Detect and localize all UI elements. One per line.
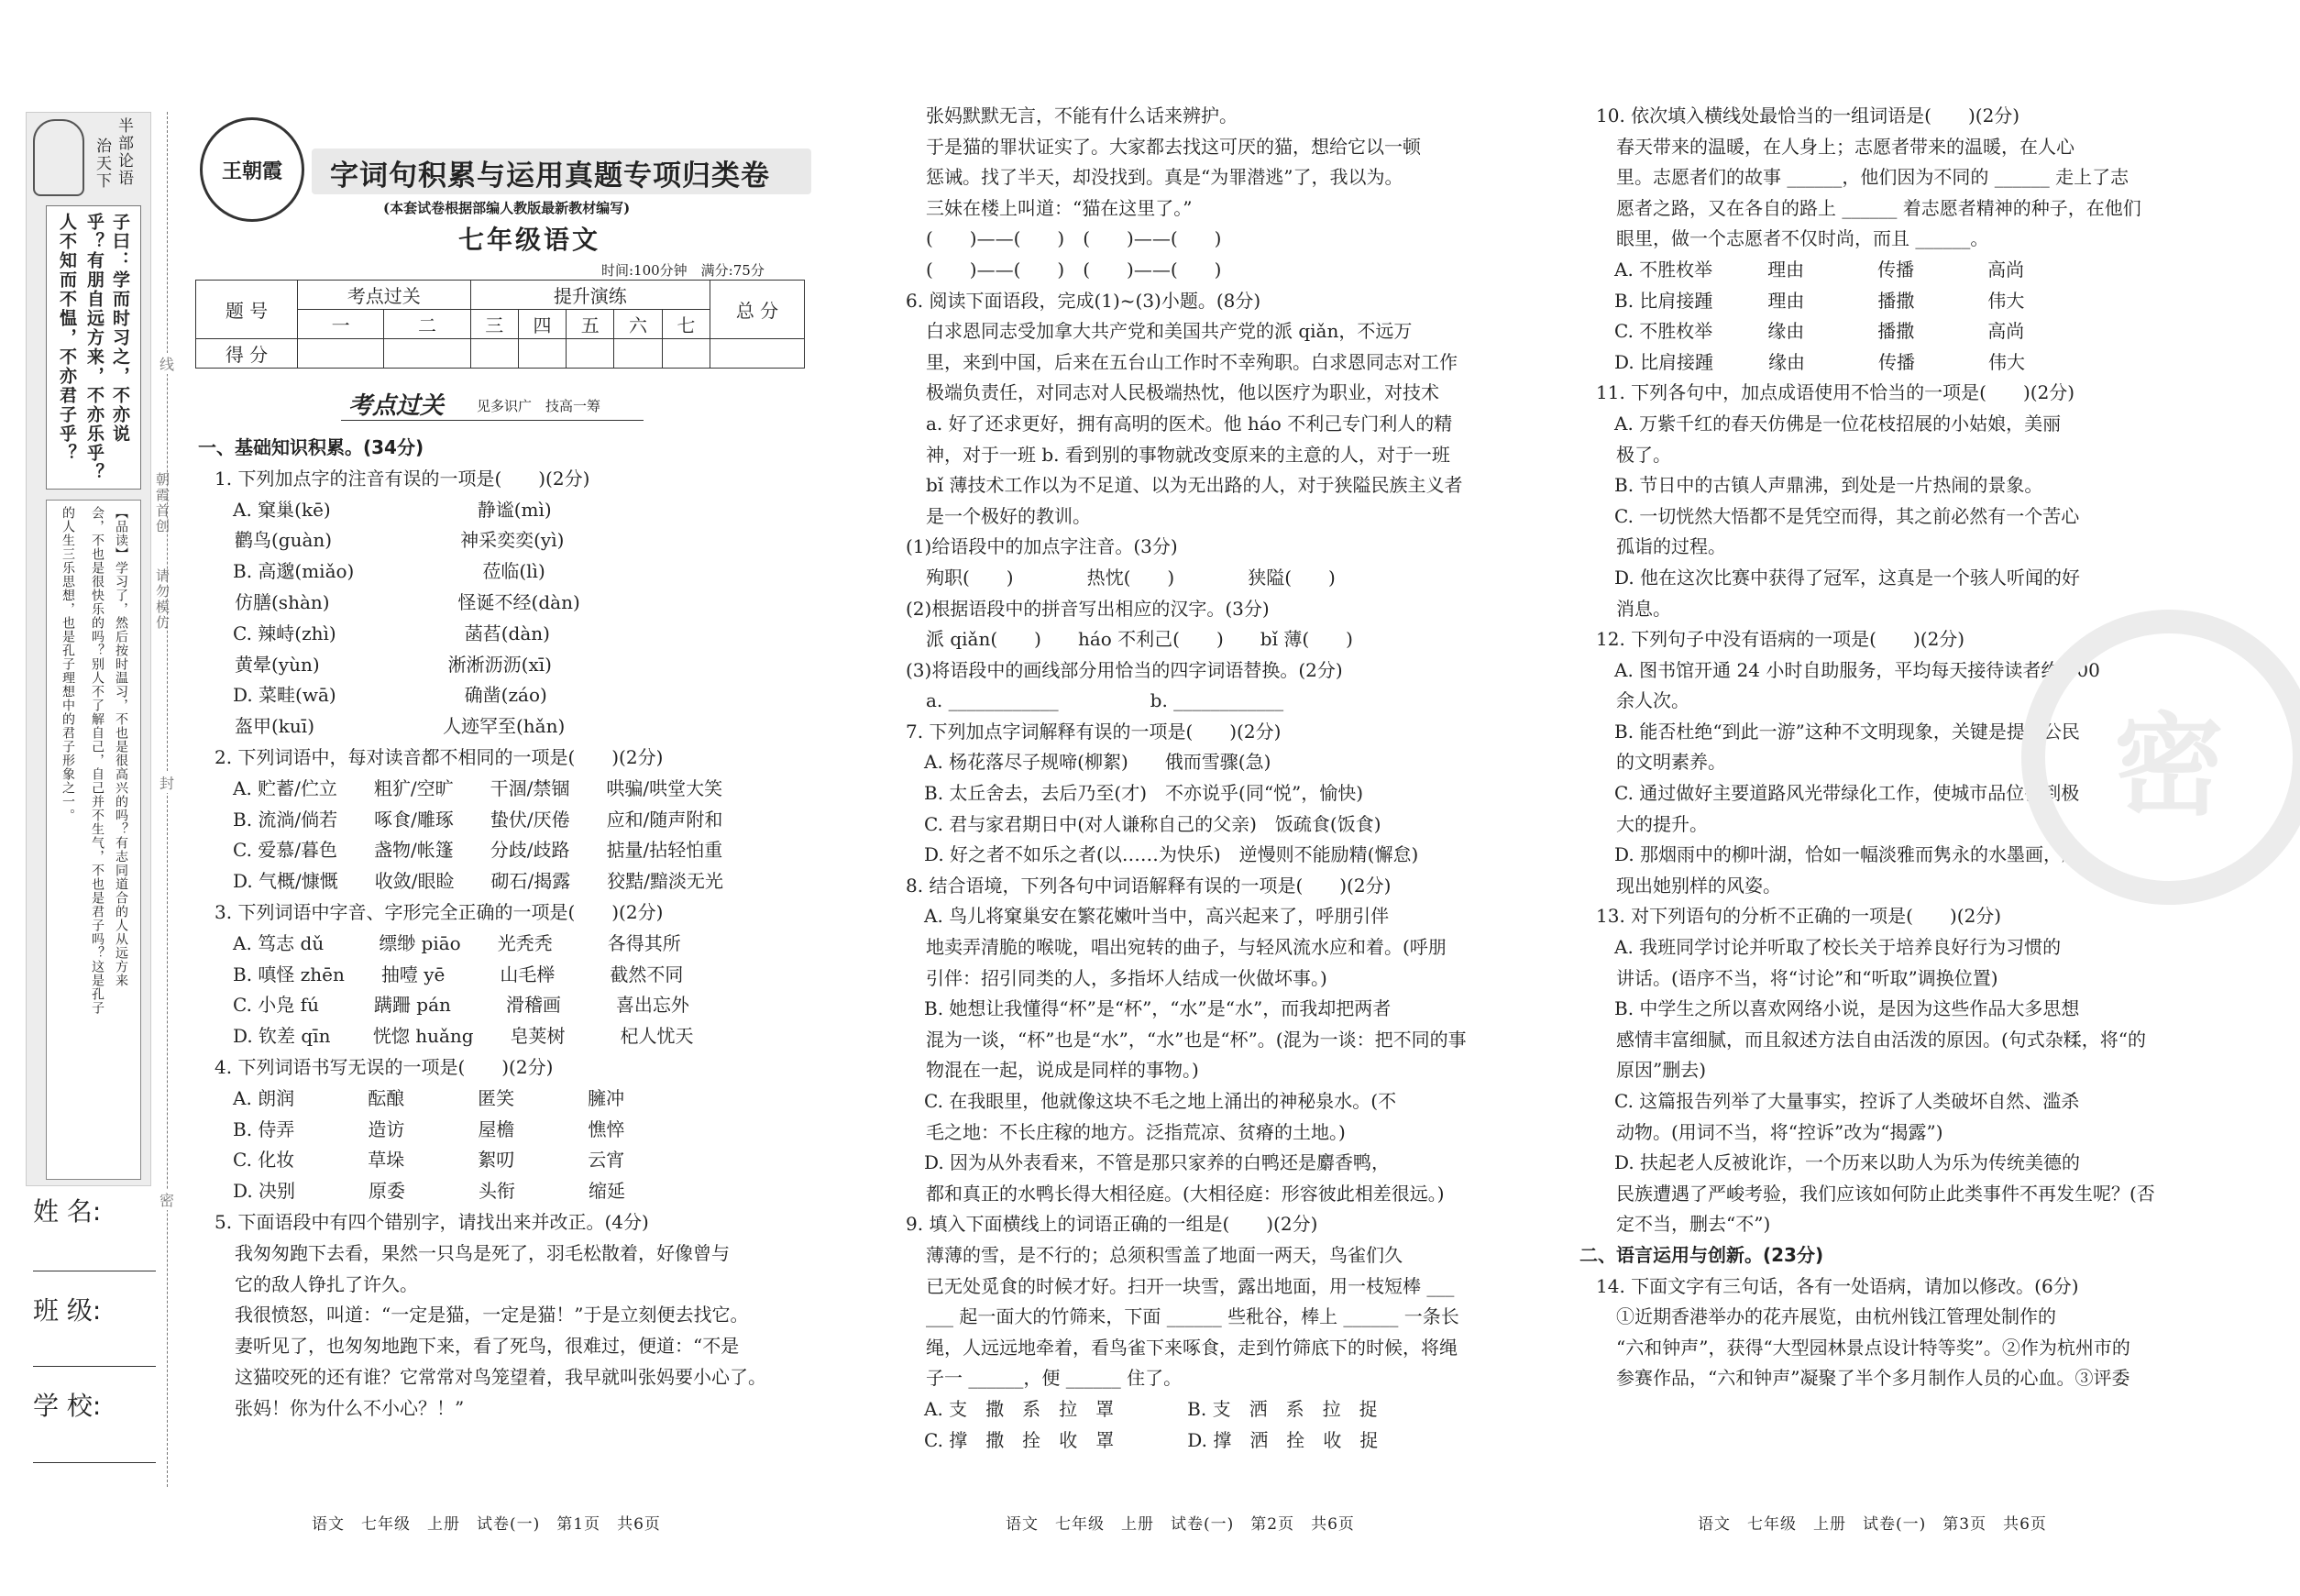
text-line: A. 鸟儿将窠巢安在繁花嫩叶当中，高兴起来了，呼朋引伴 <box>924 905 1390 928</box>
text-line: D. 气概/慷慨 收敛/眼睑 砌石/揭露 狡黠/黯淡无光 <box>233 870 723 893</box>
text-line: 讲话。(语序不当，将“讨论”和“听取”调换位置) <box>1616 966 1998 989</box>
text-line: 神，对于一班 b. 看到别的事物就改变原来的主意的人，对于一班 <box>926 443 1450 466</box>
text-line: 春天带来的温暖，在人身上；志愿者带来的温暖，在人心 <box>1616 135 2074 158</box>
text-line: C. 小凫 fú 蹒跚 pán 滑稽画 喜出忘外 <box>233 994 689 1017</box>
question-stem: 7. 下列加点字词解释有误的一项是( )(2分) <box>906 720 1282 743</box>
text-line: 妻听见了，也匆匆地跑下来，看了死鸟，很难过，便道：“不是 <box>235 1335 740 1358</box>
text-line: 定不当，删去“不”) <box>1616 1213 1771 1236</box>
text-line: 参赛作品，“六和钟声”凝聚了半个多月制作人员的心血。③评委 <box>1616 1367 2130 1390</box>
group-tisheng: 提升演练 <box>470 281 710 310</box>
text-line: ( )——( ) ( )——( ) <box>926 227 1222 250</box>
text-line: A. 万紫千红的春天仿佛是一位花枝招展的小姑娘，美丽 <box>1614 412 2062 435</box>
text-line: a. ____________ b. ____________ <box>926 689 1284 712</box>
text-line: 三妹在楼上叫道：“猫在这里了。” <box>926 196 1193 219</box>
text-line: D. 那烟雨中的柳叶湖，恰如一幅淡雅而隽永的水墨画，展 <box>1614 843 2081 866</box>
score-cell-7[interactable] <box>662 339 710 369</box>
col-3: 三 <box>470 310 518 339</box>
col-6: 六 <box>614 310 662 339</box>
question-stem: 12. 下列句子中没有语病的一项是( )(2分) <box>1596 628 1965 651</box>
text-line: (2)根据语段中的拼音写出相应的汉字。(3分) <box>906 597 1270 620</box>
score-cell-1[interactable] <box>298 339 384 369</box>
text-line: 鹳鸟(guàn) 神采奕奕(yì) <box>235 529 565 552</box>
motto-top-2: 治天下 <box>93 138 111 190</box>
text-line: A. 贮蓄/伫立 粗犷/空旷 干涸/禁锢 哄骗/哄堂大笑 <box>233 776 723 799</box>
text-line: D. 好之者不如乐之者(以……为快乐) 逆慢则不能励精(懈怠) <box>924 843 1419 866</box>
quote-line-2: 乎？有朋自远方来，不亦乐乎？ <box>84 213 105 482</box>
col-5: 五 <box>567 310 614 339</box>
text-line: 民族遭遇了严峻考验，我们应该如何防止此类事件不再发生呢？(否 <box>1616 1182 2155 1205</box>
text-line: (3)将语段中的画线部分用恰当的四字词语替换。(2分) <box>906 658 1343 681</box>
question-stem: 5. 下面语段中有四个错别字，请找出来并改正。(4分) <box>215 1210 649 1233</box>
confucius-illustration <box>33 119 84 196</box>
text-line: 黄晕(yùn) 淅淅沥沥(xī) <box>235 653 552 676</box>
section-heading: 二、语言运用与创新。(23分) <box>1579 1243 1824 1266</box>
text-line: 于是猫的罪状证实了。大家都去找这可厌的猫，想给它以一顿 <box>926 135 1421 158</box>
score-cell-5[interactable] <box>567 339 614 369</box>
score-total-cell[interactable] <box>710 339 805 369</box>
class-label: 班 级: <box>33 1295 102 1326</box>
text-line: “六和钟声”，获得“大型园林景点设计特等奖”。②作为杭州市的 <box>1616 1336 2130 1359</box>
text-line: B. 侍弄 造访 屋檐 憔悴 <box>233 1117 625 1140</box>
text-line: 物混在一起，说成是同样的事物。) <box>926 1059 1199 1082</box>
quote-line-3: 人不知而不愠，不亦君子乎？ <box>57 213 77 463</box>
footer-page-1: 语文 七年级 上册 试卷(一) 第1页 共6页 <box>312 1515 661 1534</box>
footer-page-2: 语文 七年级 上册 试卷(一) 第2页 共6页 <box>1006 1515 1355 1534</box>
question-stem: 9. 填入下面横线上的词语正确的一组是( )(2分) <box>906 1213 1318 1236</box>
question-stem: 14. 下面文字有三句话，各有一处语病，请加以修改。(6分) <box>1596 1274 2079 1297</box>
text-line: A. 杨花落尽子规啼(柳絮) 俄而雪骤(急) <box>924 751 1271 774</box>
text-line: C. 化妆 草垛 絮叨 云宵 <box>233 1149 625 1172</box>
text-line: A. 支 撒 系 拉 罩 B. 支 洒 系 拉 捉 <box>924 1397 1378 1420</box>
score-table <box>195 280 805 369</box>
text-line: 里。志愿者们的故事 ______，他们因为不同的 ______ 走上了志 <box>1616 166 2129 189</box>
footer-page-3: 语文 七年级 上册 试卷(一) 第3页 共6页 <box>1698 1515 2047 1534</box>
seal-line-2: 请勿模仿 <box>154 568 171 631</box>
school-field[interactable] <box>33 1462 156 1463</box>
text-line: D. 菜畦(wā) 确凿(záo) <box>233 684 547 707</box>
text-line: ___ 起一面大的竹筛来，下面 ______ 些秕谷，棒上 ______ 一条长 <box>926 1305 1459 1328</box>
question-stem: 6. 阅读下面语段，完成(1)~(3)小题。(8分) <box>906 289 1261 312</box>
text-line: 地卖弄清脆的喉咙，唱出宛转的曲子，与轻风流水应和着。(呼朋 <box>926 936 1447 959</box>
question-stem: 4. 下列词语书写无误的一项是( )(2分) <box>215 1055 554 1078</box>
text-line: 余人次。 <box>1616 689 1689 712</box>
text-line: 我匆匆跑下去看，果然一只鸟是死了，羽毛松散着，好像曾与 <box>235 1241 730 1264</box>
text-line: 消息。 <box>1616 597 1671 620</box>
text-line: 极了。 <box>1616 443 1671 466</box>
question-stem: 13. 对下列语句的分析不正确的一项是( )(2分) <box>1596 905 2002 928</box>
text-line: 的文明素养。 <box>1616 751 1726 774</box>
text-line: 子一 ______，便 ______ 住了。 <box>926 1367 1183 1390</box>
text-line: C. 君与家君期日中(对人谦称自己的父亲) 饭疏食(饭食) <box>924 812 1381 835</box>
text-line: 大的提升。 <box>1616 812 1708 835</box>
text-line: D. 钦差 qīn 恍惚 huǎng 皂荚树 杞人忧天 <box>233 1025 694 1048</box>
motto-top-1: 半部论语 <box>115 117 133 187</box>
score-cell-3[interactable] <box>470 339 518 369</box>
text-line: 派 qiǎn( ) háo 不利己( ) bǐ 薄( ) <box>926 628 1353 651</box>
pindu-line-2: 会，不也是很快乐的吗？别人不了解自己，自己并不生气，不也是君子吗？这是孔子 <box>90 506 105 1015</box>
text-line: 原因”删去) <box>1616 1059 1707 1082</box>
school-label: 学 校: <box>33 1391 102 1421</box>
time-info: 时间:100分钟 满分:75分 <box>601 262 765 279</box>
text-line: D. 比肩接踵 缘由 传播 伟大 <box>1614 350 2026 373</box>
text-line: C. 撑 撒 拴 收 罩 D. 撑 洒 拴 收 捉 <box>924 1428 1379 1451</box>
text-line: 白求恩同志受加拿大共产党和美国共产党的派 qiǎn，不远万 <box>926 320 1413 343</box>
text-line: 这猫咬死的还有谁？它常常对鸟笼望着，我早就叫张妈要小心了。 <box>235 1365 766 1388</box>
quote-line-1: 子曰：学而时习之，不亦说 <box>110 213 130 444</box>
text-line: B. 节日中的古镇人声鼎沸，到处是一片热闹的景象。 <box>1614 474 2043 497</box>
text-line: C. 通过做好主要道路风光带绿化工作，使城市品位得到极 <box>1614 782 2080 805</box>
text-line: 它的敌人铮扎了许久。 <box>235 1272 418 1295</box>
kaodian-sub: 见多识广 技高一筹 <box>477 398 601 414</box>
text-line: 动物。(用词不当，将“控诉”改为“揭露”) <box>1616 1120 1943 1143</box>
text-line: C. 这篇报告列举了大量事实，控诉了人类破坏自然、滥杀 <box>1614 1090 2080 1112</box>
total-label: 总 分 <box>710 281 805 339</box>
text-line: A. 笃志 dǔ 缥缈 piāo 光秃秃 各得其所 <box>233 931 681 954</box>
pindu-line-1: 【品读】学习了，然后按时温习，不也是很高兴的吗？有志同道合的人从远方来 <box>114 506 128 987</box>
kaodian-rule <box>341 420 644 421</box>
row-label: 题 号 <box>196 281 298 339</box>
text-line: D. 决别 原委 头衔 缩延 <box>233 1180 626 1203</box>
question-stem: 2. 下列词语中，每对读音都不相同的一项是( )(2分) <box>215 745 664 768</box>
text-line: D. 他在这次比赛中获得了冠军，这真是一个骇人听闻的好 <box>1614 566 2081 589</box>
question-stem: 1. 下列加点字的注音有误的一项是( )(2分) <box>215 467 590 490</box>
col-7: 七 <box>662 310 710 339</box>
text-line: 殉职( ) 热忱( ) 狭隘( ) <box>926 566 1336 589</box>
watermark-seal: 密 <box>2021 610 2300 905</box>
text-line: D. 因为从外表看来，不管是那只家养的白鸭还是麝香鸭， <box>924 1151 1391 1174</box>
text-line: B. 中学生之所以喜欢网络小说，是因为这些作品大多思想 <box>1614 997 2080 1020</box>
text-line: C. 不胜枚举 缘由 播撒 高尚 <box>1614 320 2025 343</box>
question-stem: 11. 下列各句中，加点成语使用不恰当的一项是( )(2分) <box>1596 381 2075 404</box>
text-line: C. 辣峙(zhì) 菡萏(dàn) <box>233 622 550 644</box>
group-kaodian: 考点过关 <box>298 281 471 310</box>
score-label: 得 分 <box>196 339 298 369</box>
text-line: 仿膳(shàn) 怪诞不经(dàn) <box>235 590 580 613</box>
text-line: 混为一谈，“杯”也是“水”，“水”也是“杯”。(混为一谈：把不同的事 <box>926 1028 1467 1051</box>
section-heading: 一、基础知识积累。(34分) <box>198 436 424 458</box>
score-cell-2[interactable] <box>384 339 470 369</box>
text-line: A. 我班同学讨论并听取了校长关于培养良好行为习惯的 <box>1614 936 2062 959</box>
text-line: 盔甲(kuī) 人迹罕至(hǎn) <box>235 715 566 738</box>
text-line: (1)给语段中的加点字注音。(3分) <box>906 535 1178 558</box>
text-line: 是一个极好的教训。 <box>926 504 1091 527</box>
text-line: 薄薄的雪，是不行的；总须积雪盖了地面一两天，鸟雀们久 <box>926 1243 1403 1266</box>
text-line: 毛之地：不长庄稼的地方。泛指荒凉、贫瘠的土地。) <box>926 1120 1346 1143</box>
text-line: 都和真正的水鸭长得大相径庭。(大相径庭：形容彼此相差很远。) <box>926 1182 1445 1205</box>
col-1: 一 <box>298 310 384 339</box>
class-field[interactable] <box>33 1366 156 1367</box>
text-line: ( )——( ) ( )——( ) <box>926 258 1222 281</box>
text-line: B. 流淌/倘若 啄食/雕琢 蛰伏/厌倦 应和/随声附和 <box>233 808 723 831</box>
text-line: 我很愤怒，叫道：“一定是猫，一定是猫！”于是立刻便去找它。 <box>235 1304 749 1326</box>
kaodian-heading: 考点过关 <box>348 392 445 420</box>
text-line: A. 不胜枚举 理由 传播 高尚 <box>1614 258 2025 281</box>
text-line: 已无处觅食的时候才好。扫开一块雪，露出地面，用一枝短棒 ___ <box>926 1274 1455 1297</box>
text-line: C. 爱慕/暮色 盏物/帐篷 分歧/歧路 掂量/拈轻怕重 <box>233 839 723 862</box>
text-line: 孤诣的过程。 <box>1616 535 1726 558</box>
publisher-logo: 王朝霞 <box>200 117 304 222</box>
text-line: 眼里，做一个志愿者不仅时尚，而且 ______。 <box>1616 227 1989 250</box>
col-4: 四 <box>518 310 566 339</box>
paper-title: 字词句积累与运用真题专项归类卷 <box>330 160 770 193</box>
grade-title: 七年级语文 <box>458 225 601 255</box>
text-line: B. 比肩接踵 理由 播撒 伟大 <box>1614 289 2025 312</box>
text-line: A. 朗润 酝酿 匿笑 臃冲 <box>233 1086 625 1109</box>
text-line: B. 她想让我懂得“杯”是“杯”，“水”是“水”，而我却把两者 <box>924 997 1392 1020</box>
question-stem: 3. 下列词语中字音、字形完全正确的一项是( )(2分) <box>215 900 664 923</box>
cut-mark-feng: 封 <box>160 772 174 793</box>
text-line: B. 能否杜绝“到此一游”这种不文明现象，关键是提升公民 <box>1614 720 2080 743</box>
cut-line <box>167 112 168 1487</box>
question-stem: 8. 结合语境，下列各句中词语解释有误的一项是( )(2分) <box>906 874 1392 897</box>
text-line: ①近期香港举办的花卉展览，由杭州钱江管理处制作的 <box>1616 1305 2056 1328</box>
score-cell-4[interactable] <box>518 339 566 369</box>
text-line: bǐ 薄技术工作以为不足道、以为无出路的人，对于狭隘民族主义者 <box>926 474 1463 497</box>
text-line: A. 图书馆开通 24 小时自助服务，平均每天接待读者约 200 <box>1614 658 2100 681</box>
page-1-column <box>198 433 812 1425</box>
seal-line-1: 朝霞首创 <box>154 472 171 534</box>
text-line: B. 高邈(miǎo) 莅临(lì) <box>233 560 545 583</box>
text-line: 引伴：招引同类的人，多指坏人结成一伙做坏事。) <box>926 966 1327 989</box>
text-line: A. 窠巢(kē) 静谧(mì) <box>233 498 552 521</box>
text-line: 现出她别样的风姿。 <box>1616 874 1781 897</box>
name-label: 姓 名: <box>33 1196 102 1227</box>
text-line: B. 太丘舍去，去后乃至(才) 不亦说乎(同“悦”，愉快) <box>924 782 1364 805</box>
cut-mark-xian: 线 <box>160 353 174 374</box>
text-line: a. 好了还求更好，拥有高明的医术。他 háo 不利己专门利人的精 <box>926 412 1453 435</box>
cut-mark-mi: 密 <box>160 1189 174 1210</box>
text-line: D. 扶起老人反被讹诈，一个历来以助人为乐为传统美德的 <box>1614 1151 2081 1174</box>
text-line: 里，来到中国，后来在五台山工作时不幸殉职。白求恩同志对工作 <box>926 350 1458 373</box>
text-line: 愿者之路，又在各自的路上 ______ 着志愿者精神的种子，在他们 <box>1616 196 2141 219</box>
text-line: 张妈！你为什么不小心？！” <box>235 1396 465 1419</box>
score-cell-6[interactable] <box>614 339 662 369</box>
text-line: B. 嗔怪 zhēn 抽噎 yē 山毛榉 截然不同 <box>233 963 684 985</box>
pindu-line-3: 的人生三乐思想，也是孔子理想中的君子形象之一。 <box>61 506 75 822</box>
text-line: 绳，人远远地牵着，看鸟雀下来啄食，走到竹筛底下的时候，将绳 <box>926 1336 1458 1359</box>
text-line: 感情丰富细腻，而且叙述方法自由活泼的原因。(句式杂糅，将“的 <box>1616 1028 2147 1051</box>
col-2: 二 <box>384 310 470 339</box>
question-stem: 10. 依次填入横线处最恰当的一组词语是( )(2分) <box>1596 105 2020 127</box>
paper-subtitle: (本套试卷根据部编人教版最新教材编写) <box>383 200 631 216</box>
page-2-column <box>889 101 1513 1456</box>
text-line: C. 在我眼里，他就像这块不毛之地上涌出的神秘泉水。(不 <box>924 1090 1397 1112</box>
text-line: 惩诫。找了半天，却没找到。真是“为罪潜逃”了，我以为。 <box>926 166 1403 189</box>
text-line: 张妈默默无言，不能有什么话来辨护。 <box>926 105 1238 127</box>
text-line: 极端负责任，对同志对人民极端热忱，他以医疗为职业，对技术 <box>926 381 1439 404</box>
text-line: C. 一切恍然大悟都不是凭空而得，其之前必然有一个苦心 <box>1614 504 2080 527</box>
